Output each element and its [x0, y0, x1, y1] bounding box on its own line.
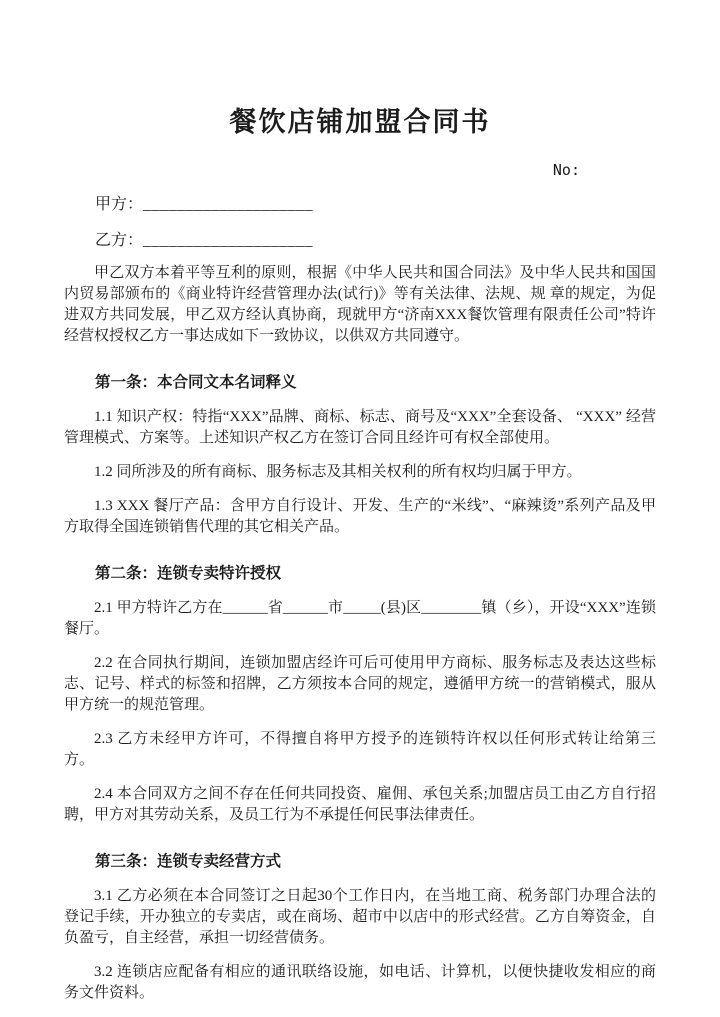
contract-number-label: No:: [552, 161, 580, 179]
clause-1-3: 1.3 XXX 餐厅产品：含甲方自行设计、开发、生产的“米线”、“麻辣烫”系列产品及甲方取得全国连锁销售代理的其它相关产品。: [64, 498, 656, 535]
party-b-line: [64, 229, 656, 252]
intro-paragraph: 甲乙双方本着平等互利的原则，根据《中华人民共和国合同法》及中华人民共和国国内贸易部颁布的《商业特许经营管理办法(试行)》等有关法律、法规、规 章的规定，为促进双方共同发展，甲乙双方经认真协商，现就甲方“济南XXX餐饮管理有限责任公司”特许经营权授权乙方一事达成如下一致协议，以供双方共同遵守。: [64, 265, 656, 344]
clause-2-3: 2.3 乙方未经甲方许可，不得擅自将甲方授予的连锁特许权以任何形式转让给第三方。: [64, 731, 656, 768]
section-2-heading: 第二条：连锁专卖特许授权: [95, 565, 282, 582]
contract-number-line: [64, 160, 656, 180]
clause-1-1: 1.1 知识产权：特指“XXX”品牌、商标、标志、商号及“XXX”全套设备、 “XXX” 经营 管理模式、方案等。上述知识产权乙方在签订合同且经许可有权全部使用。: [64, 409, 656, 446]
clause-1-2: 1.2 同所涉及的所有商标、服务标志及其相关权利的所有权均归属于甲方。: [94, 464, 582, 480]
clause-2-1: 2.1 甲方特许乙方在______省______市_____(县)区________镇（乡），开设“XXX”连锁餐厅。: [64, 600, 656, 637]
section-3-heading: 第三条：连锁专卖经营方式: [95, 853, 282, 870]
section-1-heading: 第一条：本合同文本名词释义: [95, 374, 297, 391]
clause-3-1: 3.1 乙方必须在本合同签订之日起30个工作日内，在当地工商、税务部门办理合法的登记手续，开办独立的专卖店，或在商场、超市中以店中的形式经营。乙方自筹资金，自负盈亏，自主经营，承担一切经营债务。: [64, 888, 656, 946]
document-title: 餐饮店铺加盟合同书: [229, 107, 491, 137]
clause-2-4: 2.4 本合同双方之间不存在任何共同投资、雇佣、承包关系;加盟店员工由乙方自行招聘，甲方对其劳动关系，及员工行为不承提任何民事法律责任。: [64, 786, 656, 823]
party-a-line: [64, 193, 656, 216]
party-b-blank: ____________________: [143, 232, 314, 249]
party-a-blank: ____________________: [143, 196, 314, 213]
party-a-label: 甲方：: [95, 196, 144, 213]
clause-2-2: 2.2 在合同执行期间，连锁加盟店经许可后可使用甲方商标、服务标志及表达这些标志、记号、样式的标签和招牌，乙方须按本合同的规定，遵循甲方统一的营销模式，服从甲方统一的规范管理。: [64, 655, 656, 713]
clause-3-2: 3.2 连锁店应配备有相应的通讯联络设施，如电话、计算机，以便快捷收发相应的商务文件资料。: [64, 964, 656, 1001]
party-b-label: 乙方：: [95, 232, 144, 249]
